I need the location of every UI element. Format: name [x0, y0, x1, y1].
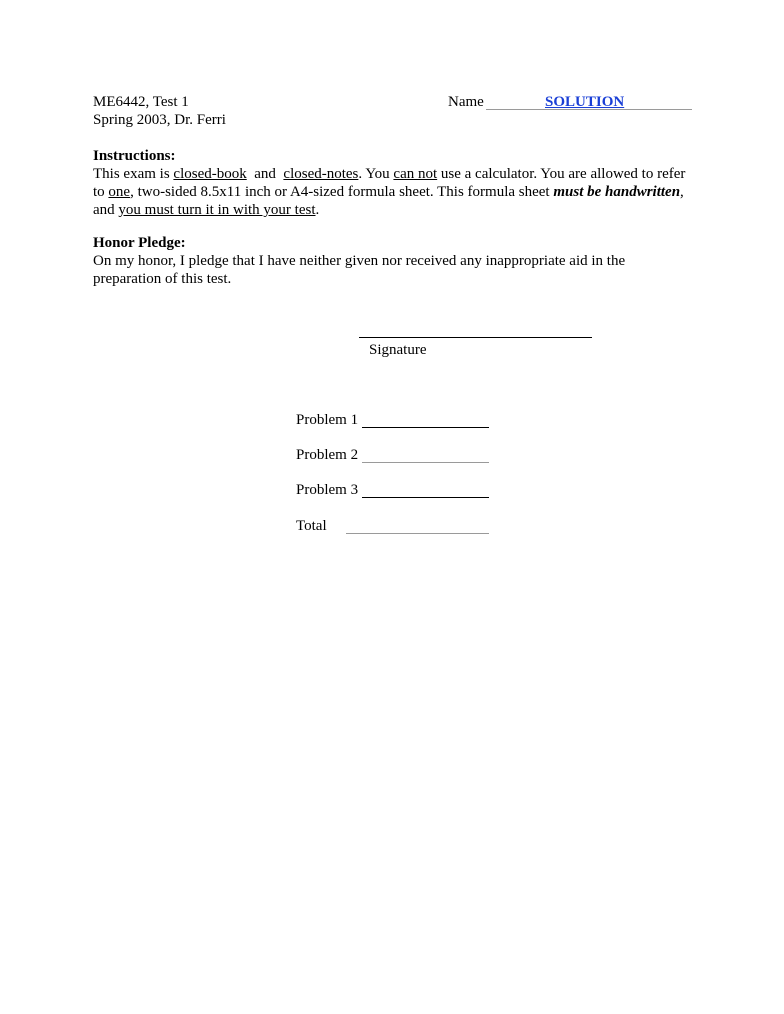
one-text: one — [108, 184, 131, 200]
honor-pledge-heading: Honor Pledge: — [93, 235, 186, 251]
text-run: and — [246, 166, 284, 182]
text-run: , two-sided 8.5x11 inch or A4-sized formula sheet. This formula sheet — [130, 184, 554, 200]
course-title: ME6442, Test 1 — [93, 94, 189, 110]
honor-pledge-text — [93, 252, 703, 288]
problem-3-label: Problem 3 — [296, 482, 359, 498]
name-label: Name — [448, 94, 484, 110]
signature-label: Signature — [369, 342, 427, 358]
text-run: to — [93, 184, 109, 200]
problem-2-score-line[interactable] — [362, 462, 489, 463]
instructions-text — [93, 165, 703, 219]
total-label: Total — [296, 518, 327, 534]
instructions-line-3 — [93, 201, 703, 219]
instructions-heading: Instructions: — [93, 148, 176, 164]
total-score-line[interactable] — [346, 533, 489, 534]
text-run: , — [680, 184, 684, 200]
text-run: This exam is — [93, 166, 174, 182]
problem-3-score-line[interactable] — [362, 497, 489, 498]
pledge-line-2: preparation of this test. — [93, 271, 232, 287]
instructions-line-1 — [93, 165, 703, 183]
signature-line[interactable] — [359, 337, 592, 338]
term-instructor: Spring 2003, Dr. Ferri — [93, 112, 226, 128]
problem-1-label: Problem 1 — [296, 412, 359, 428]
closed-notes-text: closed-notes — [283, 166, 359, 182]
problem-1-score-line[interactable] — [362, 427, 489, 428]
name-value-solution[interactable]: SOLUTION — [545, 94, 625, 110]
turn-in-text: you must turn it in with your test — [118, 202, 316, 218]
closed-book-text: closed-book — [173, 166, 247, 182]
text-run: use a calculator. You are allowed to refer — [437, 166, 686, 182]
must-be-handwritten-text: must be handwritten — [553, 184, 681, 200]
text-run: . — [315, 202, 320, 218]
pledge-line-1: On my honor, I pledge that I have neither given nor received any inappropriate aid in the — [93, 253, 626, 269]
can-not-text: can not — [393, 166, 438, 182]
text-run: . You — [358, 166, 394, 182]
text-run: and — [93, 202, 119, 218]
instructions-line-2 — [93, 183, 703, 201]
problem-2-label: Problem 2 — [296, 447, 359, 463]
